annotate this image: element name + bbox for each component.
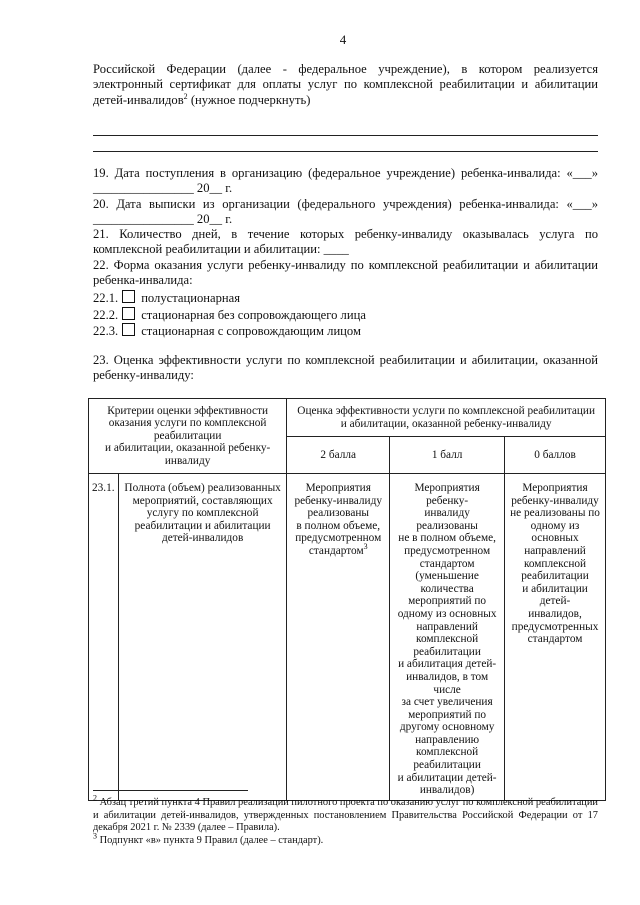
- score-1-cell: Мероприятия ребенку- инвалиду реализованы не в полном объеме, предусмотренном стандартом (уменьшение количества мероприятий по одному из основных направлений комплексной реабилитации и абилитация детей- инвалидов, в том числе за счет увеличения мероприятий по другому основному направлению комплексной реабилитации и абилитации детей- инвалидов): [390, 474, 505, 801]
- footnote-ref: 2: [183, 91, 188, 101]
- checkbox[interactable]: [122, 290, 135, 303]
- checkbox[interactable]: [122, 307, 135, 320]
- footnote-text: Абзац третий пункта 4 Правил реализации пилотного проекта по оказанию услуг по комплексной реабилитации и абилитации детей-инвалидов, утвержденных постановлением Правительства Российской Федерации от 17 декабря 2021 г. № 2339 (далее – Правила).: [93, 797, 598, 834]
- footnote-2: [93, 793, 598, 835]
- score-2-header: 2 балла: [287, 437, 390, 474]
- score-0-header: 0 баллов: [505, 437, 606, 474]
- checkbox[interactable]: [122, 323, 135, 336]
- footnote-3: [93, 831, 598, 848]
- option-label: полустационарная: [141, 291, 241, 305]
- score-header: Оценка эффективности услуги по комплексной реабилитации и абилитации, оказанной ребенку-инвалиду: [287, 399, 606, 437]
- item-22: 22. Форма оказания услуги ребенку-инвалиду по комплексной реабилитации и абилитации ребенка-инвалида:: [93, 258, 598, 288]
- item-23: 23. Оценка эффективности услуги по комплексной реабилитации и абилитации, оказанной ребенку-инвалиду:: [93, 353, 598, 383]
- score-2-cell: [287, 474, 390, 801]
- option-number: 22.2.: [93, 307, 119, 322]
- blank-line: [93, 151, 598, 152]
- page-number: 4: [339, 32, 347, 47]
- option-22-1: [93, 290, 598, 307]
- option-label: стационарная без сопровождающего лица: [141, 307, 366, 322]
- footnotes: [93, 793, 598, 847]
- criteria-header: Критерии оценки эффективности оказания услуги по комплексной реабилитации и абилитации, оказанной ребенку- инвалиду: [89, 399, 287, 474]
- footnote-ref: 3: [363, 542, 368, 552]
- option-22-3: [93, 323, 598, 340]
- row-number: 23.1.: [89, 474, 119, 801]
- footnote-mark: 3: [93, 831, 97, 841]
- criterion-cell: Полнота (объем) реализованных мероприятий, составляющих услугу по комплексной реабилитации и абилитации детей-инвалидов: [118, 474, 286, 801]
- form-options: [93, 290, 598, 340]
- evaluation-table: [88, 398, 606, 801]
- item-19: 19. Дата поступления в организацию (федеральное учреждение) ребенка-инвалида: «___» ________________ 20__ г.: [93, 166, 598, 196]
- intro-text: Российской Федерации (далее - федеральное учреждение), в котором реализуется электронный сертификат для оплаты услуг по комплексной реабилитации и абилитации детей-инвалидов: [93, 62, 598, 107]
- table-row: [89, 474, 606, 801]
- item-20: 20. Дата выписки из организации (федерального учреждения) ребенка-инвалида: «___» ________________ 20__ г.: [93, 197, 598, 227]
- footnote-divider: [93, 790, 248, 791]
- option-number: 22.1.: [93, 291, 119, 305]
- intro-paragraph: [93, 62, 598, 108]
- item-21: 21. Количество дней, в течение которых ребенку-инвалиду оказывалась услуга по комплексной реабилитации и абилитации: ____: [93, 227, 598, 257]
- option-label: стационарная с сопровождающим лицом: [141, 324, 361, 338]
- score-1-header: 1 балл: [390, 437, 505, 474]
- score-0-cell: Мероприятия ребенку-инвалиду не реализованы по одному из основных направлений комплексной реабилитации и абилитации детей- инвалидов, предусмотренных стандартом: [505, 474, 606, 801]
- footnote-mark: 2: [93, 793, 97, 803]
- option-22-2: [93, 307, 598, 324]
- intro-tail: (нужное подчеркнуть): [187, 92, 311, 107]
- option-number: 22.3.: [93, 324, 119, 338]
- footnote-text: Подпункт «в» пункта 9 Правил (далее – стандарт).: [97, 834, 324, 846]
- score-2-text: Мероприятия ребенку-инвалиду реализованы в полном объеме, предусмотренном стандартом: [294, 482, 382, 557]
- blank-line: [93, 135, 598, 136]
